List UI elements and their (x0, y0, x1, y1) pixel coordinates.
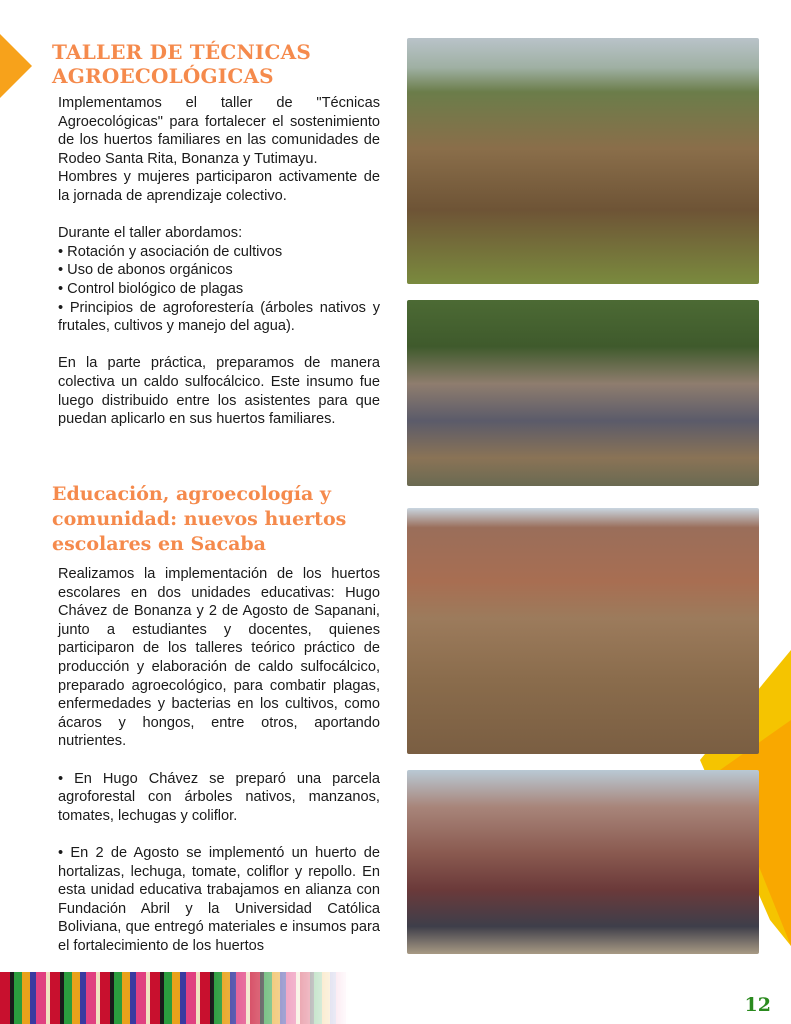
list-item: • Control biológico de plagas (58, 280, 244, 297)
list-intro: Durante el taller abordamos: (58, 225, 243, 242)
list-item: • Principios de agroforestería (árboles nativos y frutales, cultivos y manejo del agua). (58, 299, 380, 335)
section1-body (58, 94, 380, 429)
photo-school-garden-planting (407, 508, 759, 754)
photo-group-with-barrel (407, 300, 759, 486)
paragraph: En la parte práctica, preparamos de manera colectiva un caldo sulfocálcico. Este insumo fue luego distribuido entre los asistentes para que puedan aplicarlo en sus huertos familiares. (58, 355, 380, 428)
list-item: • Rotación y asociación de cultivos (58, 243, 283, 260)
title-line: AGROECOLÓGICAS (52, 64, 274, 88)
paragraph: Implementamos el taller de "Técnicas Agroecológicas" para fortalecer el sostenimiento de los huertos familiares en las comunidades de Rodeo Santa Rita, Bonanza y Tutimayu. (58, 95, 380, 167)
title-line: TALLER DE TÉCNICAS (52, 40, 311, 64)
section2-title (52, 482, 346, 557)
title-line: Educación, agroecología y (52, 483, 331, 505)
paragraph: • En 2 de Agosto se implementó un huerto de hortalizas, lechuga, tomate, coliflor y repollo. En esta unidad educativa trabajamos en alianza con Fundación Abril y la Universidad Católica Boliviana, que entregó materiales e insumos para el fortalecimiento de los huertos (58, 844, 380, 954)
photo-workshop-field (407, 38, 759, 284)
woven-textile-decoration (0, 972, 350, 1024)
list-item: • Uso de abonos orgánicos (58, 262, 233, 279)
paragraph: Hombres y mujeres participaron activamente de la jornada de aprendizaje colectivo. (58, 169, 380, 204)
title-line: comunidad: nuevos huertos (52, 508, 347, 530)
paragraph: Realizamos la implementación de los huertos escolares en dos unidades educativas: Hugo Chávez de Bonanza y 2 de Agosto de Sapanani, junto a estudiantes y docentes, quienes participaron de los talleres teórico práctico de producción y elaboración de caldo sulfocálcico, preparado agroecológico, para combatir plagas, enfermedades y bacterias en los cultivos, como ácaros y hongos, entre otros, aportando nutrientes. (58, 566, 380, 750)
orange-arrow-decoration (0, 34, 32, 98)
section2-body (58, 565, 380, 955)
photo-students-with-instructor (407, 770, 759, 954)
title-line: escolares en Sacaba (52, 533, 266, 555)
section1-title (52, 40, 311, 88)
page-number: 12 (744, 994, 771, 1016)
paragraph: • En Hugo Chávez se preparó una parcela agroforestal con árboles nativos, manzanos, tomates, lechugas y coliflor. (58, 770, 380, 824)
